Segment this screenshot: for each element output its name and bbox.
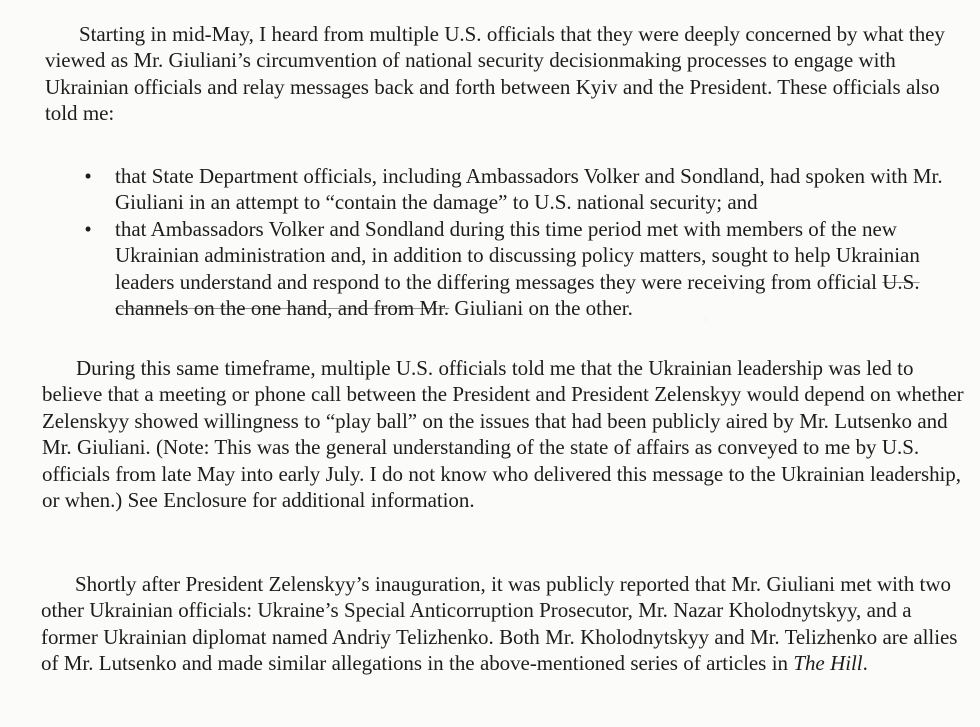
- paragraph-zelenskyy-inauguration: [41, 571, 965, 677]
- paragraph-text-main: Shortly after President Zelenskyy’s inauguration, it was publicly reported that Mr. Giuliani met with two other Ukrainian officials: Ukraine’s Special Anticorruption Prosecutor, Mr. Nazar Kholodnytskyy, and a former Ukrainian diplomat named Andriy Telizhenko. Both Mr. Kholodnytskyy and Mr. Telizhenko are allies of Mr. Lutsenko and made similar allegations in the above-mentioned series of articles in: [41, 572, 958, 676]
- paragraph-play-ball: [42, 355, 966, 513]
- officials-told-me-list: [0, 163, 980, 321]
- list-item-text-main: that Ambassadors Volker and Sondland during this time period met with members of the new Ukrainian administration and, in addition to discussing policy matters, sought to help Ukrainian leaders understand and respond to the differing messages they were receiving from official: [115, 216, 920, 294]
- paragraph-text-end: .: [862, 651, 868, 676]
- list-item-text: that State Department officials, including Ambassadors Volker and Sondland, had spoken with Mr. Giuliani in an attempt to “contain the damage” to U.S. national security; and: [115, 164, 943, 215]
- bullet-icon: •: [84, 216, 92, 241]
- bullet-icon: •: [84, 164, 92, 188]
- list-item-contain-damage: [0, 163, 965, 216]
- paragraph-text: Starting in mid-May, I heard from multiple U.S. officials that they were deeply concerned by what they viewed as Mr. Giuliani’s circumvention of national security decisionmaking processes to engage with Ukrainian officials and relay messages back and forth between Kyiv and the President. These officials also told me:: [45, 22, 945, 126]
- handwritten-strike-text: U.S. channels on the one hand, and from Mr.: [115, 269, 920, 321]
- paragraph-mid-may-concerns: [45, 21, 965, 127]
- list-item-text-end: Giuliani on the other.: [449, 296, 633, 321]
- publication-title: The Hill: [793, 651, 863, 676]
- paragraph-text: During this same timeframe, multiple U.S. officials told me that the Ukrainian leadership was led to believe that a meeting or phone call between the President and President Zelenskyy would depend on whether Zelenskyy showed willingness to “play ball” on the issues that had been publicly aired by Mr. Lutsenko and Mr. Giuliani. (Note: This was the general understanding of the state of affairs as conveyed to me by U.S. officials from late May into early July. I do not know who delivered this message to the Ukrainian leadership, or when.) See Enclosure for additional information.: [42, 356, 964, 513]
- list-item-ukrainian-leaders: [0, 216, 965, 322]
